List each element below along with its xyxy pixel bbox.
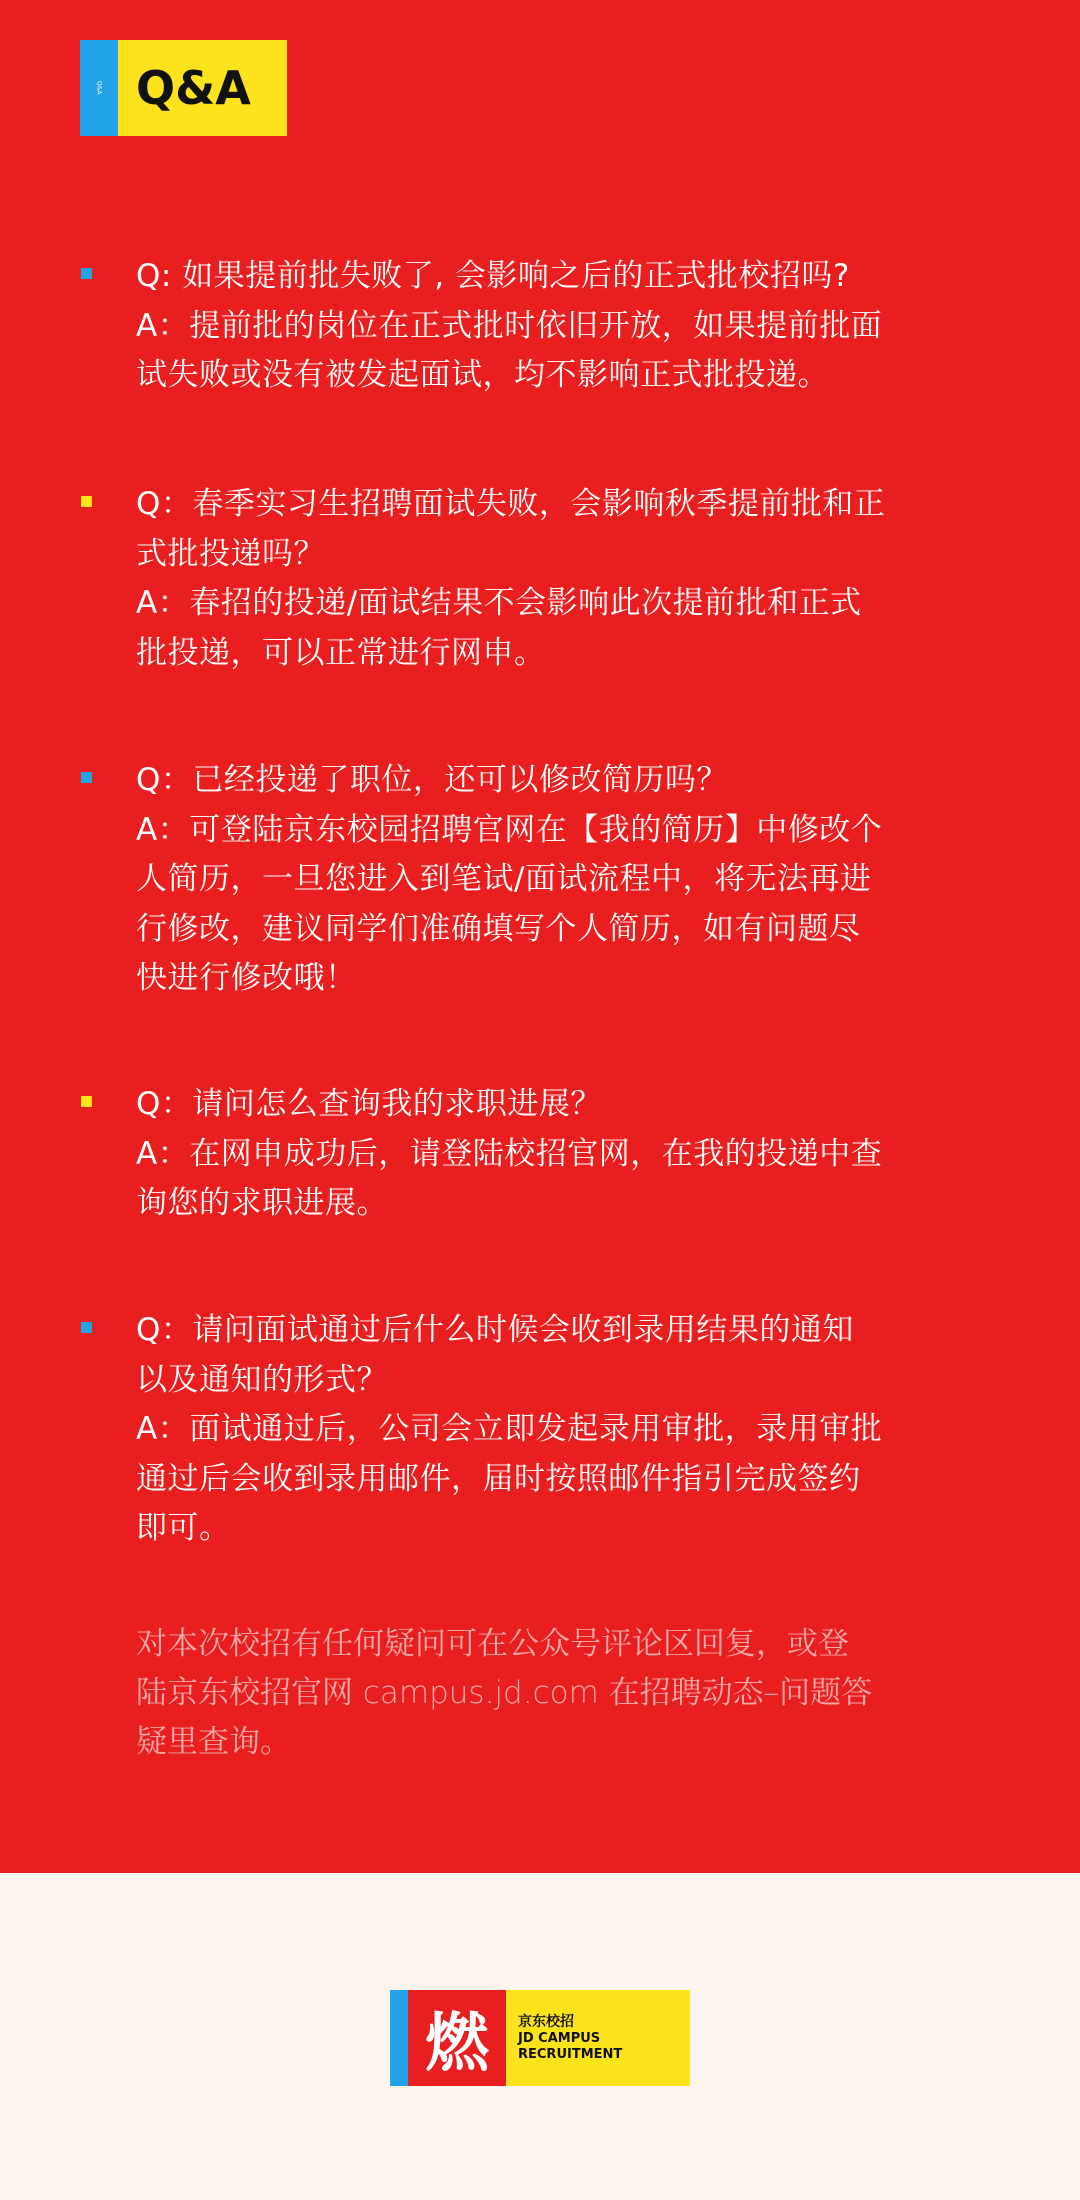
qa-line: 人简历，一旦您进入到笔试/面试流程中，将无法再进 — [136, 861, 872, 897]
qa-line: Q：已经投递了职位，还可以修改简历吗？ — [136, 762, 728, 798]
qa-line: 式批投递吗？ — [136, 535, 325, 572]
qa-line: A：在网申成功后，请登陆校招官网，在我的投递中查 — [136, 1135, 883, 1172]
qa-line: Q：春季实习生招聘面试失败，会影响秋季提前批和正 — [136, 486, 886, 522]
logo-mark: 燃 — [408, 1990, 506, 2086]
qa-tab-blue-strip — [80, 40, 118, 136]
bullet-square-icon — [81, 1322, 92, 1333]
footnote — [136, 1620, 976, 1767]
qa-line: Q：请问面试通过后什么时候会收到录用结果的通知 — [136, 1312, 854, 1348]
qa-line: 通过后会收到录用邮件，届时按照邮件指引完成签约 — [136, 1460, 861, 1497]
qa-line: 试失败或没有被发起面试，均不影响正式批投递。 — [136, 357, 829, 393]
qa-line: 行修改，建议同学们准确填写个人简历，如有问题尽 — [136, 910, 861, 947]
qa-line: A：可登陆京东校园招聘官网在【我的简历】中修改个 — [136, 811, 883, 848]
footnote-line: 对本次校招有任何疑问可在公众号评论区回复，或登 — [136, 1626, 849, 1662]
qa-line: Q：请问怎么查询我的求职进展？ — [136, 1086, 602, 1122]
logo-en-line2: RECRUITMENT — [518, 2046, 623, 2062]
qa-line: A：春招的投递/面试结果不会影响此次提前批和正式 — [136, 585, 862, 621]
bullet-square-icon — [81, 496, 92, 507]
footnote-line: 陆京东校招官网 campus.jd.com 在招聘动态–问题答 — [136, 1675, 873, 1711]
qa-line: 批投递，可以正常进行网申。 — [136, 634, 546, 671]
bullet-square-icon — [81, 1096, 92, 1107]
logo-text-block — [506, 1990, 690, 2086]
qa-line: Q: 如果提前批失败了, 会影响之后的正式批校招吗? — [136, 258, 850, 294]
qa-line: A：提前批的岗位在正式批时依旧开放，如果提前批面 — [136, 307, 883, 344]
qa-tab-label: Q&A — [118, 40, 287, 136]
qa-tab-small-text: Q&A — [95, 81, 103, 95]
jd-campus-logo — [390, 1990, 690, 2086]
qa-header-tab — [80, 40, 287, 136]
qa-line: 即可。 — [136, 1510, 231, 1546]
bullet-square-icon — [81, 268, 92, 279]
logo-cn-text: 京东校招 — [518, 2013, 574, 2030]
qa-line: 以及通知的形式？ — [136, 1361, 388, 1398]
qa-line: 询您的求职进展。 — [136, 1185, 388, 1221]
footnote-line: 疑里查询。 — [136, 1724, 291, 1760]
qa-line: A：面试通过后，公司会立即发起录用审批，录用审批 — [136, 1411, 883, 1447]
qa-line: 快进行修改哦！ — [136, 960, 357, 996]
bullet-square-icon — [81, 772, 92, 783]
logo-en-line1: JD CAMPUS — [518, 2030, 601, 2046]
logo-blue-strip — [390, 1990, 408, 2086]
